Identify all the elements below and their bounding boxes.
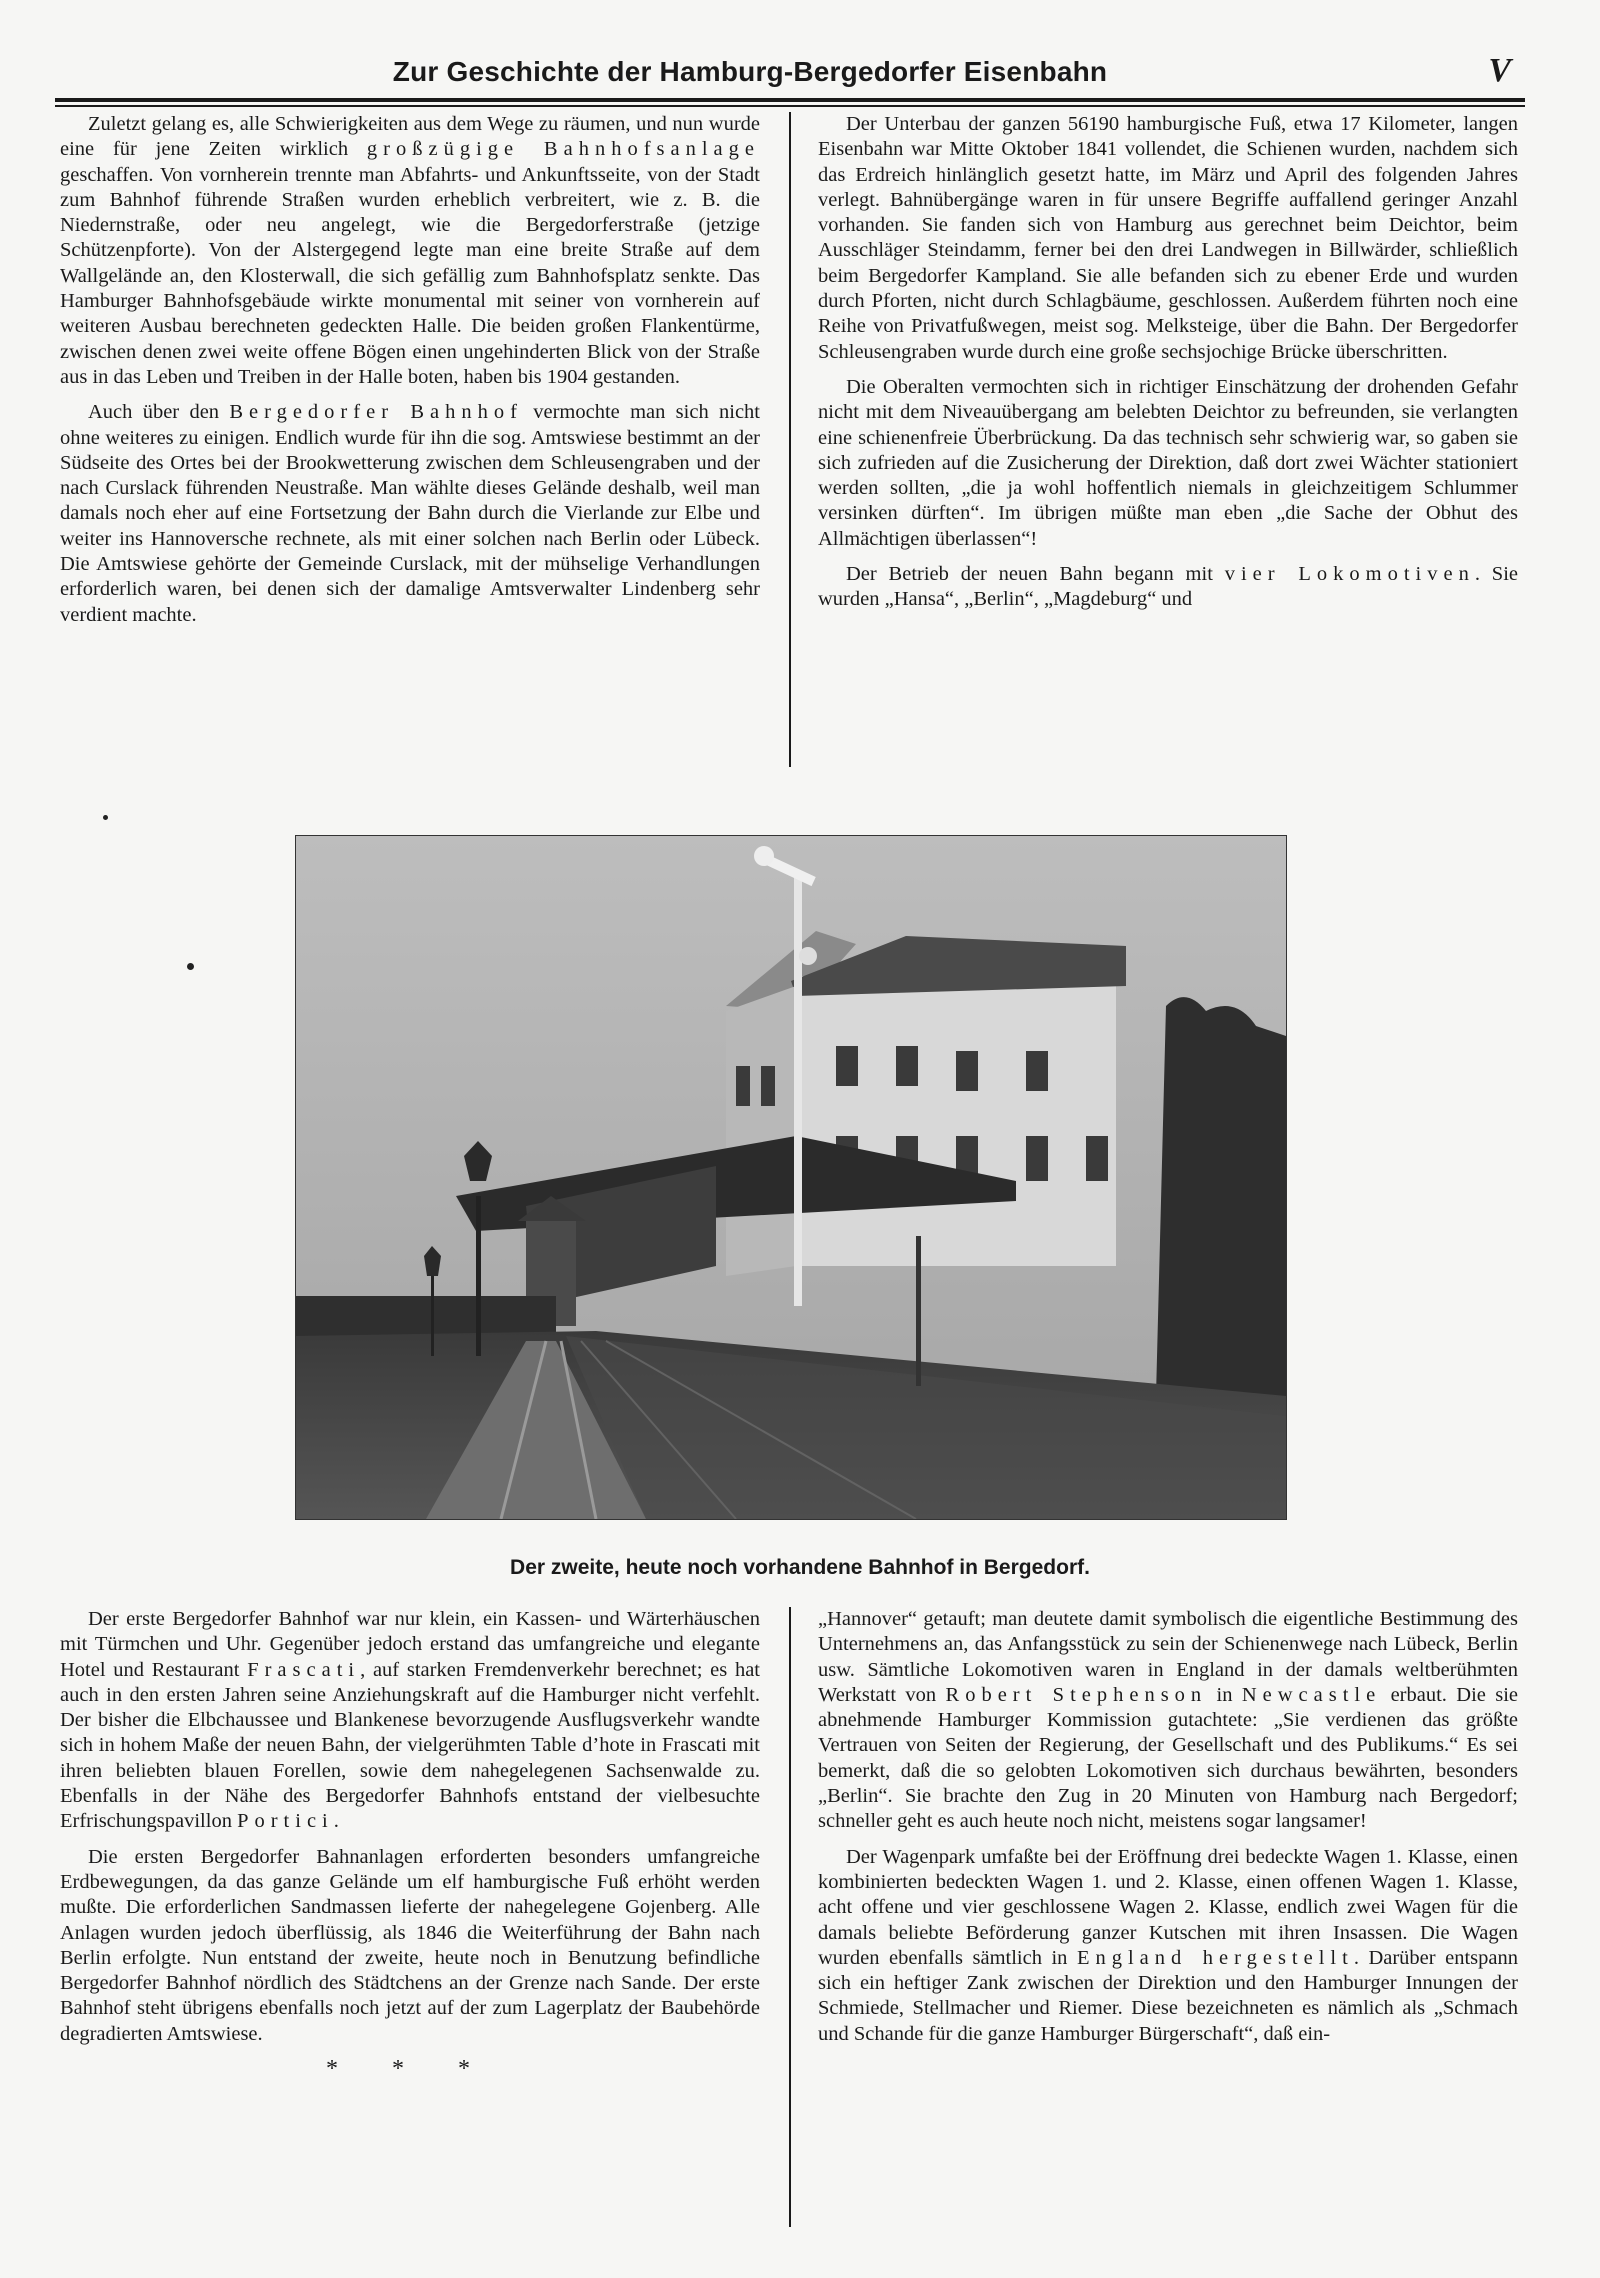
article-column-top-left	[60, 112, 760, 638]
emphasis-text: Portici	[237, 1810, 334, 1833]
page-header	[55, 52, 1525, 96]
print-mark	[187, 963, 194, 970]
emphasis-text: großzügige Bahnhofsanlage	[366, 138, 760, 161]
paragraph: Der erste Bergedorfer Bahnhof war nur klein, ein Kassen- und Wärterhäuschen mit Türmchen und Uhr. Gegenüber jedoch erstand das umfangreiche und elegante Hotel und Restaurant Frascati, auf starken Fremdenverkehr berechnet; es hat auch in den ersten Jahren seine Anziehungskraft auf die Hamburger nicht verfehlt. Der bisher die Elbchaussee und Blankenese bevorzugende Ausflugsverkehr wandte sich in hohem Maße der neuen Bahn, der vielgerühmten Table d’hote in Frascati mit ihren beliebten blauen Forellen, sowie dem nahegelegenen Sachsenwalde zu. Ebenfalls in der Nähe des Bergedorfer Bahnhofs entstand der vielbesuchte Erfrischungspavillon Portici.	[60, 1608, 760, 1833]
paragraph: Der Wagenpark umfaßte bei der Eröffnung drei bedeckte Wagen 1. Klasse, einen kombinierten bedeckten Wagen 1. und 2. Klasse, einen offenen Wagen 1. Klasse, acht offene und vier geschlossene Wagen 2. Klasse, endlich zwei Wagen für die damals beliebte Beförderung ganzer Kutschen mit ihren Insassen. Die Wagen wurden ebenfalls sämtlich in England hergestellt. Darüber entspann sich ein heftiger Zank zwischen der Direktion und den Hamburger Innungen der Schmiede, Stellmacher und Riemer. Diese bezeichneten es nämlich als „Schmach und Schande für die ganze Hamburger Bürgerschaft“, daß ein-	[818, 1845, 1518, 2045]
paragraph: Der Unterbau der ganzen 56190 hamburgische Fuß, etwa 17 Kilometer, langen Eisenbahn war Mitte Oktober 1841 vollendet, die Schienen wurden, nachdem sich das Erdreich hinlänglich gesetzt hatte, im März und April des folgenden Jahres verlegt. Bahnübergänge waren in für unsere Begriffe auffallend geringer Anzahl vorhanden. Sie fanden sich von Hamburg aus gerechnet beim Deichtor, beim Ausschläger Steindamm, ferner bei den drei Landwegen in Billwärder, schließlich beim Bergedorfer Kampland. Sie alle befanden sich zu ebener Erde und wurden durch Pforten, nicht durch Schlagbäume, geschlossen. Außerdem führten noch eine Reihe von Privatfußwegen, meist sog. Melksteige, über die Bahn. Der Bergedorfer Schleusengraben wurde durch eine große sechsjochige Brücke überschritten.	[818, 113, 1518, 363]
article-column-bottom-left	[60, 1607, 760, 2082]
emphasis-text: vier Lokomotiven	[1224, 563, 1475, 586]
header-rule-thin	[55, 105, 1525, 107]
paragraph: „Hannover“ getauft; man deutete damit symbolisch die eigentliche Bestimmung des Unternehmens an, das Anfangsstück zu sein der Schienenwege nach Lübeck, Berlin usw. Sämtliche Lokomotiven waren in England in der damals weltberühmten Werkstatt von Robert Stephenson in Newcastle erbaut. Die sie abnehmende Hamburger Kommission gutachtete: „Sie verdienen das größte Vertrauen von Seiten der Regierung, der Gesellschaft und des Publikums.“ Es sei bemerkt, daß die so gelobten Lokomotiven sich durchaus bewährten, besonders „Berlin“. Sie brachte den Zug in 20 Minuten von Hamburg nach Bergedorf; schneller geht es auch heute noch nicht, meistens sogar langsamer!	[818, 1608, 1518, 1833]
paragraph: Die ersten Bergedorfer Bahnanlagen erforderten besonders umfangreiche Erdbewegungen, da das ganze Gelände um elf hamburgische Fuß erhöht werden mußte. Die erforderlichen Sandmassen lieferte der nahegelegene Gojenberg. Alle Anlagen wurden jedoch überflüssig, als 1846 die Weiterführung der Bahn nach Berlin erfolgte. Nun entstand der zweite, heute noch in Benutzung befindliche Bergedorfer Bahnhof nördlich des Städtchens an der Grenze nach Sande. Der erste Bahnhof steht übrigens ebenfalls noch jetzt auf der zum Lagerplatz der Baubehörde degradierten Amtswiese.	[60, 1845, 760, 2045]
emphasis-text: Newcastle	[1241, 1683, 1382, 1706]
paragraph: Die Oberalten vermochten sich in richtiger Einschätzung der drohenden Gefahr nicht mit dem Niveauübergang am belebten Deichtor zu befreunden, sie verlangten eine schienenfreie Überbrückung. Da das technisch sehr schwierig war, so gaben sie sich zufrieden auf die Zusicherung der Direktion, daß dort zwei Wächter stationiert werden sollten, „die ja wohl hoffentlich niemals in gleichzeitigem Schlummer versinken dürften“. Im übrigen müßte man eben „die Sache der Obhut des Allmächtigen überlassen“!	[818, 375, 1518, 550]
paragraph: Der Betrieb der neuen Bahn begann mit vier Lokomotiven. Sie wurden „Hansa“, „Berlin“, „Magdeburg“ und	[818, 563, 1518, 611]
page-title: Zur Geschichte der Hamburg-Bergedorfer Eisenbahn	[392, 56, 1108, 87]
emphasis-text: Robert Stephenson	[945, 1683, 1208, 1706]
header-rule	[55, 98, 1525, 102]
paragraph: Zuletzt gelang es, alle Schwierigkeiten aus dem Wege zu räumen, und nun wurde eine für jene Zeiten wirklich großzügige Bahnhofsanlage geschaffen. Von vornherein trennte man Abfahrts- und Ankunftsseite, von der Stadt zum Bahnhof führende Straßen wurden erheblich verbreitert, wie z. B. die Niedernstraße, oder neu angelegt, wie die Bergedorferstraße (jetzige Schützenpforte). Von der Alstergegend legte man eine breite Straße auf dem Wallgelände an, den Klosterwall, die sich gefällig zum Bahnhofsplatz senkte. Das Hamburger Bahnhofsgebäude wirkte monumental mit seiner von vornherein auf weiteren Ausbau berechneten gedeckten Halle. Die beiden großen Flankentürme, zwischen denen zwei weite offene Bögen einen ungehinderten Blick von der Straße aus in das Leben und Treiben in der Halle boten, haben bis 1904 gestanden.	[60, 113, 760, 388]
article-column-bottom-right	[818, 1607, 1518, 2057]
emphasis-text: Frascati	[247, 1658, 361, 1681]
article-column-top-right	[818, 112, 1518, 623]
section-separator: * * *	[326, 2056, 494, 2083]
emphasis-text: Bergedorfer Bahnhof	[229, 401, 523, 424]
page-number: V	[1488, 52, 1511, 89]
figure-caption: Der zweite, heute noch vorhandene Bahnhof in Bergedorf.	[510, 1556, 1090, 1579]
print-mark	[103, 815, 108, 820]
column-divider-bottom	[789, 1607, 791, 2227]
paragraph: Auch über den Bergedorfer Bahnhof vermochte man sich nicht ohne weiteres zu einigen. Endlich wurde für ihn die sog. Amtswiese bestimmt an der Südseite des Ortes bei der Brookwetterung zwischen dem Schleusengraben und der nach Curslack führenden Neustraße. Man wählte dieses Gelände deshalb, weil man damals noch eher auf eine Fortsetzung der Bahn durch die Vierlande zur Elbe und weiter ins Hannoversche rechnete, als mit einer solchen nach Berlin oder Lübeck. Die Amtswiese gehörte der Gemeinde Curslack, mit der mühselige Verhandlungen erforderlich waren, bei denen sich der damalige Amtsverwalter Lindenberg sehr verdient machte.	[60, 401, 760, 626]
station-photograph	[295, 835, 1287, 1520]
emphasis-text: England hergestellt	[1076, 1946, 1354, 1969]
column-divider-top	[789, 112, 791, 767]
